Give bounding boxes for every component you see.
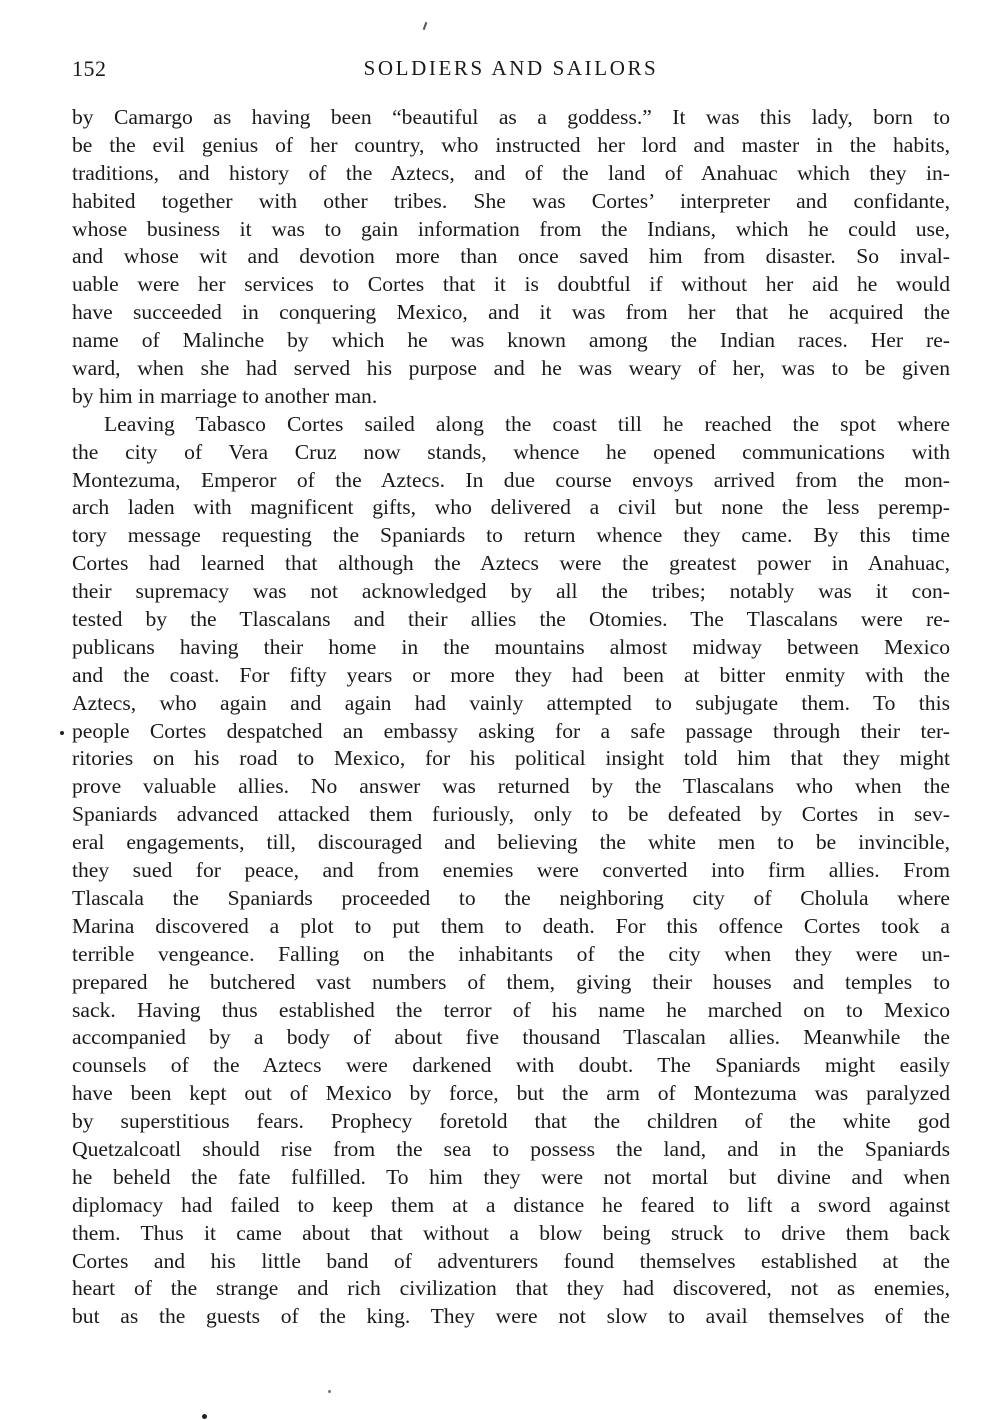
text-line: name of Malinche by which he was known among the Indian races. Her re-: [72, 328, 950, 353]
text-line: he beheld the fate fulfilled. To him they were not mortal but divine and when: [72, 1164, 950, 1189]
text-line: have been kept out of Mexico by force, but the arm of Montezuma was paralyzed: [72, 1081, 950, 1106]
text-line: terrible vengeance. Falling on the inhabitants of the city when they were un-: [72, 941, 950, 966]
text-line: by him in marriage to another man.: [72, 383, 378, 408]
text-line: diplomacy had failed to keep them at a distance he feared to lift a sword against: [72, 1192, 950, 1217]
text-line: be the evil genius of her country, who instructed her lord and master in the habits,: [72, 132, 950, 157]
text-line: they sued for peace, and from enemies were converted into firm allies. From: [72, 858, 950, 883]
text-line: by superstitious fears. Prophecy foretold that the children of the white god: [72, 1109, 950, 1134]
text-line: ritories on his road to Mexico, for his political insight told him that they might: [72, 746, 950, 771]
paragraph: [72, 411, 950, 1331]
stray-ink-dot: [328, 1390, 331, 1393]
page-header: [72, 56, 950, 90]
text-line: but as the guests of the king. They were not slow to avail themselves of the: [72, 1304, 950, 1329]
paragraph: [72, 104, 950, 411]
text-line: Cortes had learned that although the Aztecs were the greatest power in Anahuac,: [72, 551, 950, 576]
text-line: whose business it was to gain information from the Indians, which he could use,: [72, 216, 950, 241]
stray-ink-dot: [202, 1414, 207, 1419]
text-line: Tlascala the Spaniards proceeded to the neighboring city of Cholula where: [72, 885, 950, 910]
text-line: uable were her services to Cortes that it is doubtful if without her aid he would: [72, 272, 950, 297]
stray-ink-dot: [60, 731, 64, 735]
text-line: arch laden with magnificent gifts, who delivered a civil but none the less peremp-: [72, 495, 950, 520]
text-line: publicans having their home in the mountains almost midway between Mexico: [72, 634, 950, 659]
text-line: ward, when she had served his purpose and he was weary of her, was to be given: [72, 356, 950, 381]
text-line: Marina discovered a plot to put them to death. For this offence Cortes took a: [72, 913, 950, 938]
text-line: tested by the Tlascalans and their allies the Otomies. The Tlascalans were re-: [72, 607, 950, 632]
body-text: [72, 104, 950, 1331]
text-line: traditions, and history of the Aztecs, and of the land of Anahuac which they in-: [72, 160, 950, 185]
text-line: Quetzalcoatl should rise from the sea to possess the land, and in the Spaniards: [72, 1136, 950, 1161]
text-line: have succeeded in conquering Mexico, and it was from her that he acquired the: [72, 300, 950, 325]
text-line: Montezuma, Emperor of the Aztecs. In due course envoys arrived from the mon-: [72, 467, 950, 492]
stray-tick-mark: [423, 22, 428, 30]
text-line: habited together with other tribes. She was Cortes’ interpreter and confidante,: [72, 188, 950, 213]
text-line: Spaniards advanced attacked them furiously, only to be defeated by Cortes in sev-: [72, 802, 950, 827]
text-line: them. Thus it came about that without a blow being struck to drive them back: [72, 1220, 950, 1245]
text-line: sack. Having thus established the terror of his name he marched on to Mexico: [72, 997, 950, 1022]
text-line: prove valuable allies. No answer was returned by the Tlascalans who when the: [72, 774, 950, 799]
text-line: accompanied by a body of about five thousand Tlascalan allies. Meanwhile the: [72, 1025, 950, 1050]
text-line: people Cortes despatched an embassy asking for a safe passage through their ter-: [72, 718, 950, 743]
text-line: counsels of the Aztecs were darkened with doubt. The Spaniards might easily: [72, 1053, 950, 1078]
text-line: tory message requesting the Spaniards to return whence they came. By this time: [72, 523, 950, 548]
text-line: and whose wit and devotion more than once saved him from disaster. So inval-: [72, 244, 950, 269]
text-line: Aztecs, who again and again had vainly attempted to subjugate them. To this: [72, 690, 950, 715]
text-line: and the coast. For fifty years or more they had been at bitter enmity with the: [72, 662, 950, 687]
text-line: Leaving Tabasco Cortes sailed along the coast till he reached the spot where: [104, 411, 950, 436]
text-line: prepared he butchered vast numbers of them, giving their houses and temples to: [72, 969, 950, 994]
running-head: SOLDIERS AND SAILORS: [363, 56, 659, 80]
page-number: 152: [72, 56, 107, 81]
text-line: their supremacy was not acknowledged by all the tribes; notably was it con-: [72, 579, 950, 604]
text-line: by Camargo as having been “beautiful as a goddess.” It was this lady, born to: [72, 105, 950, 129]
text-line: Cortes and his little band of adventurers found themselves established at the: [72, 1248, 950, 1273]
text-line: eral engagements, till, discouraged and believing the white men to be invincible,: [72, 830, 950, 855]
text-line: heart of the strange and rich civilization that they had discovered, not as enemies,: [72, 1276, 950, 1301]
text-line: the city of Vera Cruz now stands, whence he opened communications with: [72, 439, 950, 464]
